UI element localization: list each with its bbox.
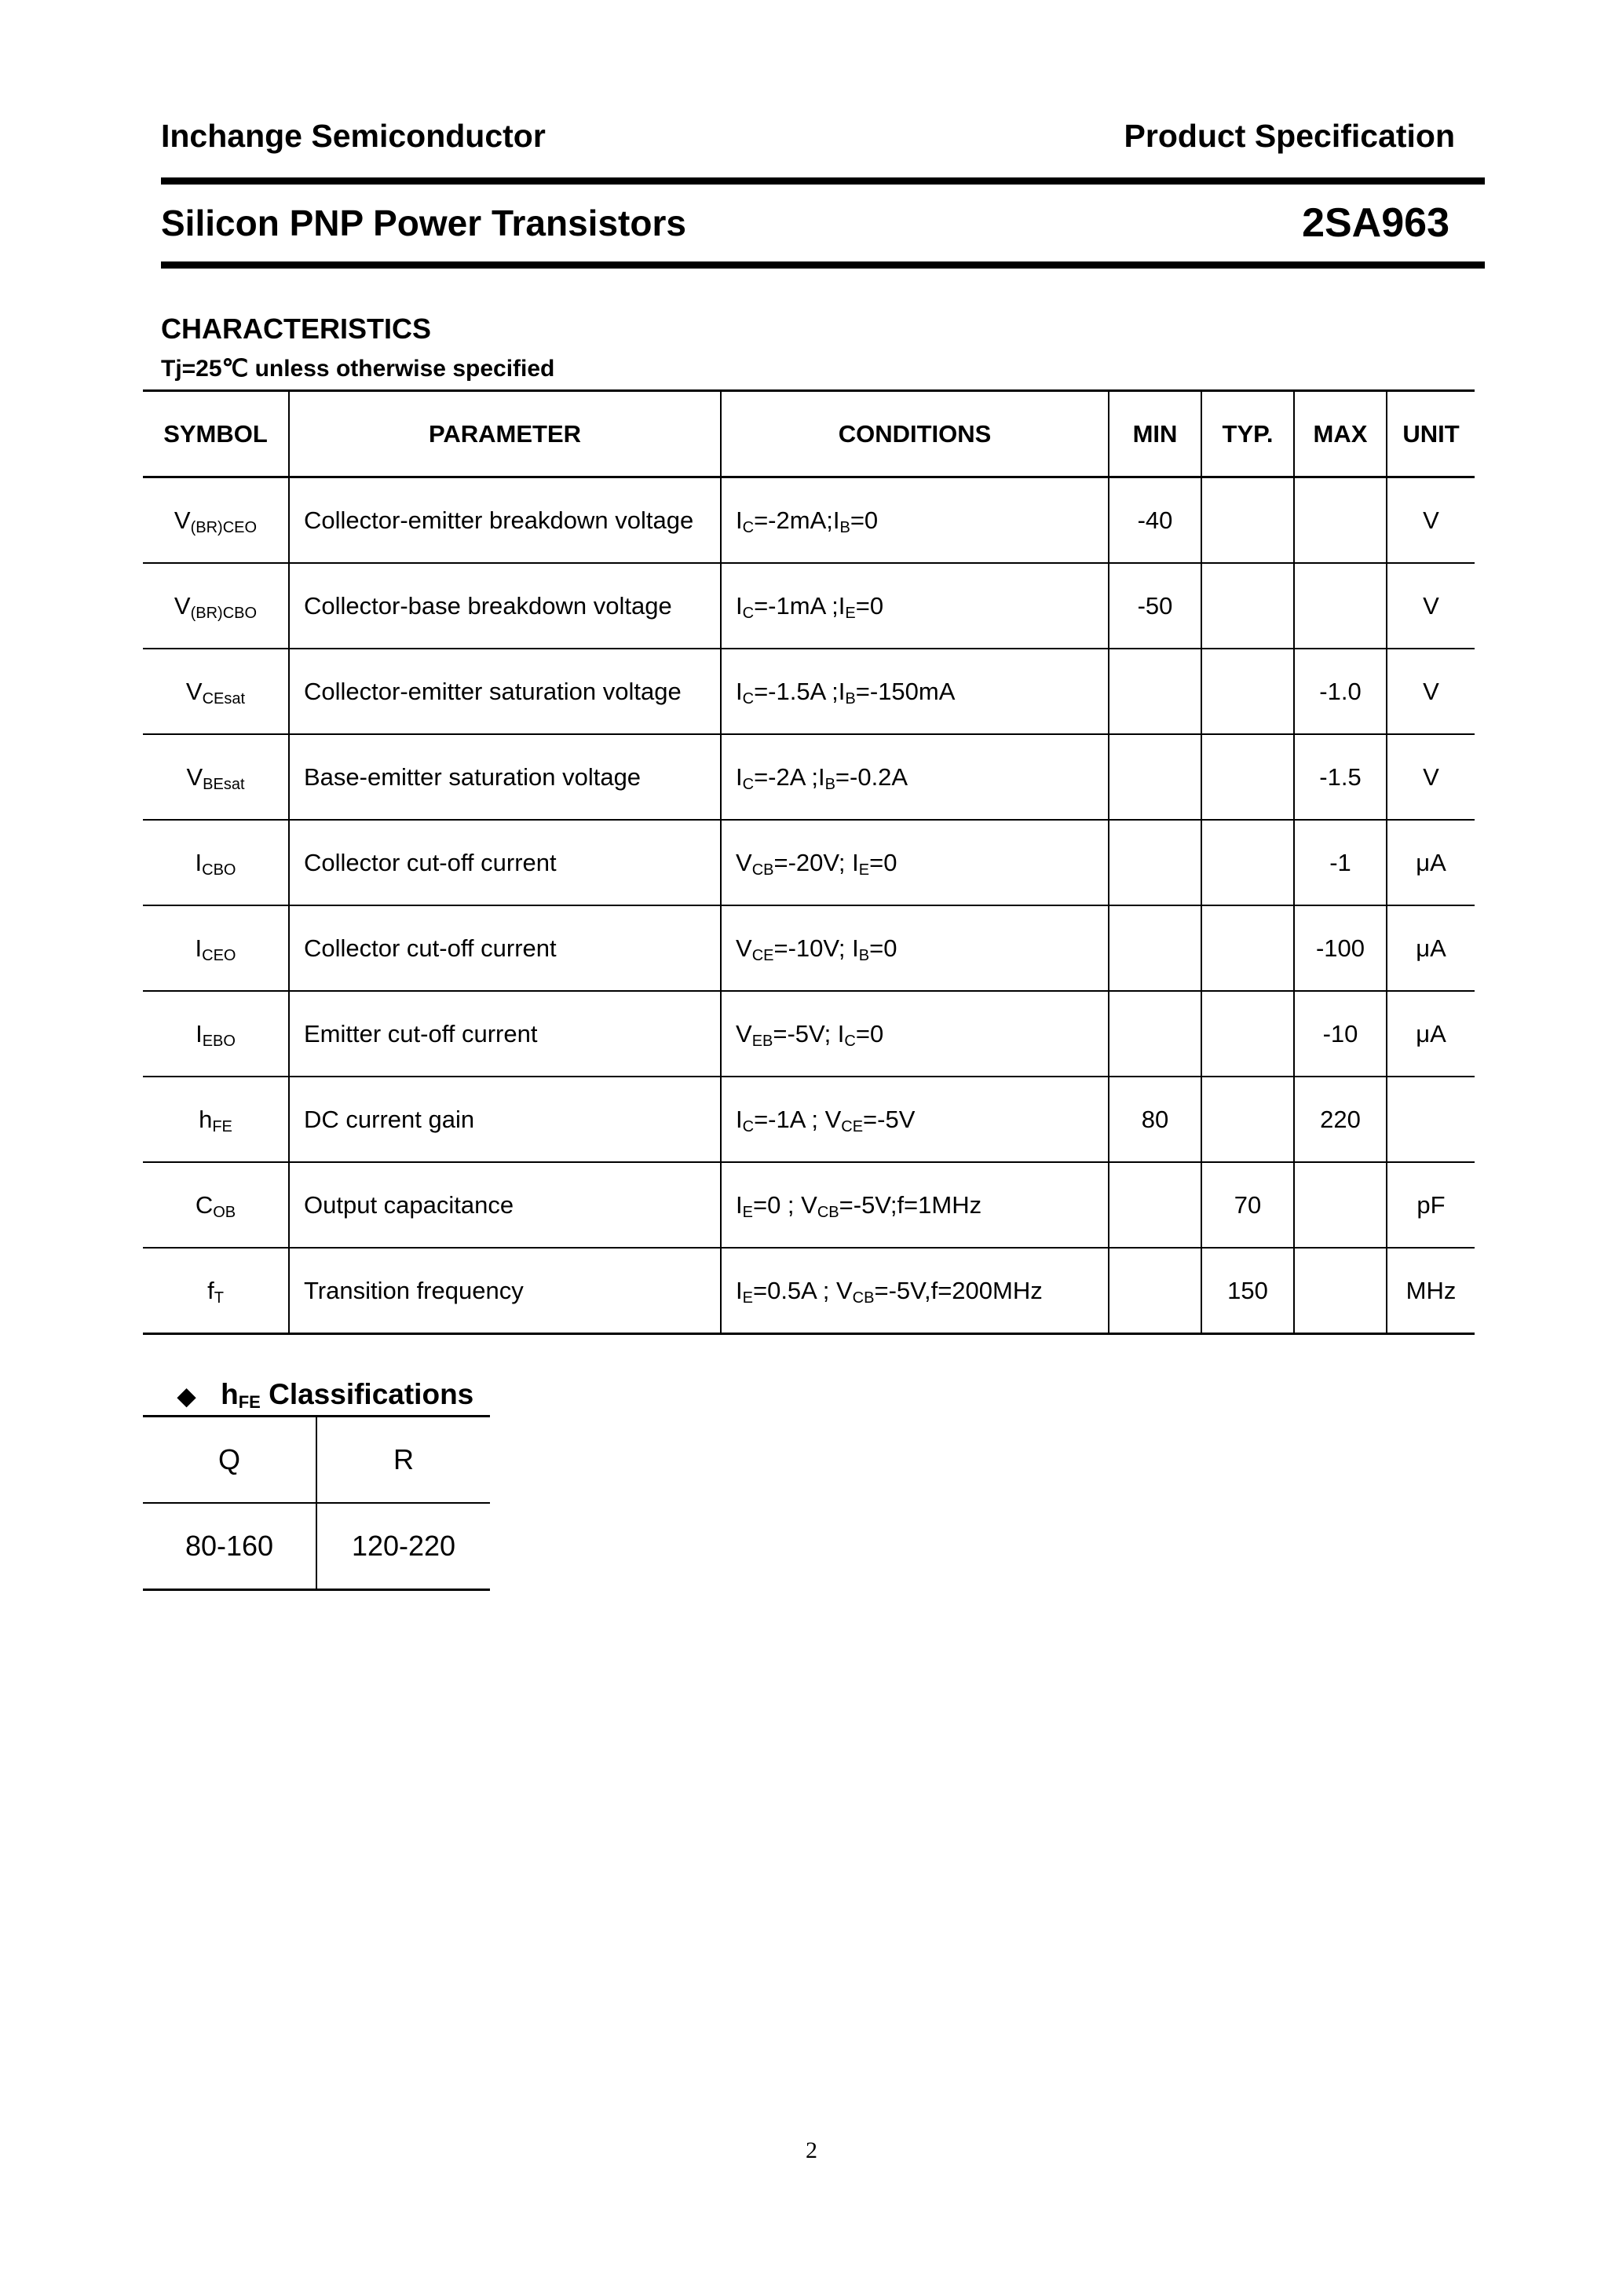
symbol-subscript: T xyxy=(214,1289,224,1307)
condition-variable: I xyxy=(837,1019,845,1047)
unit-cell: V xyxy=(1387,477,1475,564)
condition-subscript: C xyxy=(742,518,755,536)
min-cell xyxy=(1109,649,1201,734)
document-type: Product Specification xyxy=(1124,118,1455,154)
condition-value: =0 ; xyxy=(752,1190,802,1219)
condition-variable: I xyxy=(736,1105,743,1133)
symbol-main: V xyxy=(186,762,203,791)
parameter-cell: Transition frequency xyxy=(289,1248,721,1334)
table-row xyxy=(143,991,1475,1077)
col-header-symbol: SYMBOL xyxy=(143,391,289,477)
condition-subscript: B xyxy=(839,518,850,536)
condition-subscript: C xyxy=(844,1032,856,1050)
symbol-subscript: OB xyxy=(213,1203,236,1221)
condition-value: =-1mA ; xyxy=(754,591,839,620)
condition-subscript: B xyxy=(858,946,870,964)
condition-variable: I xyxy=(736,677,743,705)
symbol-main: f xyxy=(207,1276,214,1304)
symbol-main: I xyxy=(196,1019,203,1047)
symbol-subscript: BEsat xyxy=(203,775,245,793)
condition-variable: V xyxy=(835,1276,853,1304)
symbol-cell xyxy=(143,991,289,1077)
condition-value: =-2A ; xyxy=(754,762,818,791)
max-cell xyxy=(1294,563,1387,649)
table-row xyxy=(143,734,1475,820)
condition-subscript: E xyxy=(845,604,856,622)
condition-value: =-2mA; xyxy=(754,506,833,534)
conditions-cell xyxy=(721,1077,1109,1162)
hfe-classifications-title xyxy=(177,1378,474,1412)
hfe-title-main: h xyxy=(221,1378,239,1410)
conditions-cell xyxy=(721,1248,1109,1334)
condition-variable: V xyxy=(801,1190,817,1219)
table-row xyxy=(143,1503,490,1590)
symbol-cell xyxy=(143,1162,289,1248)
condition-subscript: E xyxy=(742,1203,753,1221)
typ-cell xyxy=(1201,820,1294,905)
typ-cell xyxy=(1201,991,1294,1077)
condition-subscript: E xyxy=(742,1289,753,1307)
conditions-cell xyxy=(721,734,1109,820)
condition-subscript: C xyxy=(742,1117,755,1135)
typ-cell xyxy=(1201,905,1294,991)
min-cell xyxy=(1109,991,1201,1077)
symbol-cell xyxy=(143,563,289,649)
part-number: 2SA963 xyxy=(1302,200,1449,246)
typ-cell xyxy=(1201,1077,1294,1162)
condition-value: =0 xyxy=(855,1019,884,1047)
typ-cell xyxy=(1201,563,1294,649)
typ-cell xyxy=(1201,734,1294,820)
unit-cell: MHz xyxy=(1387,1248,1475,1334)
unit-cell: V xyxy=(1387,563,1475,649)
condition-value: =-0.2A xyxy=(835,762,908,791)
condition-variable: I xyxy=(736,506,743,534)
condition-value: =-150mA xyxy=(855,677,956,705)
min-cell xyxy=(1109,1248,1201,1334)
table-row xyxy=(143,1417,490,1504)
conditions-cell xyxy=(721,820,1109,905)
condition-variable: I xyxy=(736,591,743,620)
symbol-cell xyxy=(143,477,289,564)
table-row xyxy=(143,905,1475,991)
max-cell: -1 xyxy=(1294,820,1387,905)
col-header-unit: UNIT xyxy=(1387,391,1475,477)
condition-value: =0 xyxy=(869,848,897,876)
unit-cell xyxy=(1387,1077,1475,1162)
symbol-subscript: EBO xyxy=(202,1032,236,1050)
condition-value: =-5V,f=200MHz xyxy=(874,1276,1043,1304)
page-number: 2 xyxy=(806,2137,817,2163)
condition-value: =-1A ; xyxy=(754,1105,825,1133)
condition-subscript: E xyxy=(858,861,870,879)
symbol-subscript: CEO xyxy=(202,946,236,964)
symbol-main: V xyxy=(174,591,191,620)
condition-variable: V xyxy=(824,1105,842,1133)
typ-cell: 70 xyxy=(1201,1162,1294,1248)
condition-value: =-5V;f=1MHz xyxy=(839,1190,982,1219)
product-line-title: Silicon PNP Power Transistors xyxy=(161,203,686,243)
symbol-main: h xyxy=(199,1105,213,1133)
condition-subscript: B xyxy=(824,775,835,793)
typ-cell xyxy=(1201,649,1294,734)
parameter-cell: Collector-base breakdown voltage xyxy=(289,563,721,649)
parameter-cell: DC current gain xyxy=(289,1077,721,1162)
condition-variable: I xyxy=(832,506,840,534)
condition-variable: I xyxy=(736,1276,743,1304)
max-cell: 220 xyxy=(1294,1077,1387,1162)
condition-subscript: C xyxy=(742,604,755,622)
symbol-main: C xyxy=(195,1190,214,1219)
symbol-subscript: CEsat xyxy=(202,689,246,707)
condition-subscript: CE xyxy=(841,1117,864,1135)
max-cell: -10 xyxy=(1294,991,1387,1077)
header-rule-top xyxy=(161,177,1485,185)
unit-cell: V xyxy=(1387,649,1475,734)
hfe-range-r: 120-220 xyxy=(316,1503,490,1590)
condition-value: =0 xyxy=(869,934,897,962)
symbol-subscript: (BR)CBO xyxy=(190,604,258,622)
min-cell xyxy=(1109,734,1201,820)
condition-value: =0 xyxy=(850,506,879,534)
conditions-cell xyxy=(721,563,1109,649)
symbol-subscript: (BR)CEO xyxy=(190,518,258,536)
max-cell: -1.5 xyxy=(1294,734,1387,820)
condition-value: =-5V; xyxy=(773,1019,838,1047)
characteristics-table xyxy=(143,389,1475,1335)
conditions-cell xyxy=(721,477,1109,564)
table-row xyxy=(143,477,1475,564)
symbol-subscript: FE xyxy=(212,1117,232,1135)
condition-subscript: C xyxy=(742,775,755,793)
min-cell: -40 xyxy=(1109,477,1201,564)
col-header-conditions: CONDITIONS xyxy=(721,391,1109,477)
col-header-max: MAX xyxy=(1294,391,1387,477)
col-header-parameter: PARAMETER xyxy=(289,391,721,477)
max-cell xyxy=(1294,1248,1387,1334)
unit-cell: V xyxy=(1387,734,1475,820)
company-name: Inchange Semiconductor xyxy=(161,118,546,154)
table-row xyxy=(143,820,1475,905)
hfe-classification-table xyxy=(143,1415,490,1591)
parameter-cell: Collector cut-off current xyxy=(289,820,721,905)
table-row xyxy=(143,1162,1475,1248)
typ-cell xyxy=(1201,477,1294,564)
parameter-cell: Collector-emitter saturation voltage xyxy=(289,649,721,734)
hfe-title-sub: FE xyxy=(238,1392,261,1412)
header-rule-bottom xyxy=(161,261,1485,269)
condition-value: =-5V xyxy=(863,1105,916,1133)
conditions-cell xyxy=(721,991,1109,1077)
symbol-subscript: CBO xyxy=(202,861,236,879)
diamond-bullet-icon: ◆ xyxy=(177,1384,196,1409)
hfe-title-rest: Classifications xyxy=(260,1378,474,1410)
min-cell xyxy=(1109,1162,1201,1248)
condition-value: =-10V; xyxy=(773,934,853,962)
hfe-rank-r: R xyxy=(316,1417,490,1504)
condition-variable: I xyxy=(838,677,846,705)
unit-cell: μA xyxy=(1387,820,1475,905)
table-header-row xyxy=(143,391,1475,477)
table-row xyxy=(143,1077,1475,1162)
parameter-cell: Output capacitance xyxy=(289,1162,721,1248)
symbol-main: V xyxy=(185,677,203,705)
unit-cell: μA xyxy=(1387,991,1475,1077)
condition-variable: V xyxy=(736,848,752,876)
condition-value: =0.5A ; xyxy=(752,1276,836,1304)
min-cell: -50 xyxy=(1109,563,1201,649)
symbol-cell xyxy=(143,734,289,820)
min-cell xyxy=(1109,820,1201,905)
max-cell: -1.0 xyxy=(1294,649,1387,734)
conditions-cell xyxy=(721,649,1109,734)
typ-cell: 150 xyxy=(1201,1248,1294,1334)
symbol-cell xyxy=(143,905,289,991)
conditions-cell xyxy=(721,1162,1109,1248)
condition-note: Tj=25℃ unless otherwise specified xyxy=(161,356,555,382)
symbol-main: I xyxy=(195,934,203,962)
condition-variable: V xyxy=(736,934,752,962)
col-header-min: MIN xyxy=(1109,391,1201,477)
condition-variable: I xyxy=(852,848,859,876)
conditions-cell xyxy=(721,905,1109,991)
symbol-main: V xyxy=(174,506,191,534)
symbol-main: I xyxy=(195,848,203,876)
condition-variable: I xyxy=(736,762,743,791)
condition-subscript: B xyxy=(845,689,856,707)
hfe-range-q: 80-160 xyxy=(143,1503,316,1590)
condition-subscript: CB xyxy=(751,861,774,879)
symbol-cell xyxy=(143,820,289,905)
hfe-rank-q: Q xyxy=(143,1417,316,1504)
condition-value: =-1.5A ; xyxy=(754,677,839,705)
condition-subscript: CB xyxy=(852,1289,875,1307)
condition-variable: I xyxy=(736,1190,743,1219)
condition-variable: I xyxy=(817,762,825,791)
parameter-cell: Emitter cut-off current xyxy=(289,991,721,1077)
table-row xyxy=(143,1248,1475,1334)
unit-cell: μA xyxy=(1387,905,1475,991)
condition-variable: I xyxy=(838,591,846,620)
symbol-cell xyxy=(143,1248,289,1334)
section-title: CHARACTERISTICS xyxy=(161,313,432,345)
condition-subscript: CE xyxy=(751,946,774,964)
condition-variable: I xyxy=(852,934,859,962)
min-cell xyxy=(1109,905,1201,991)
condition-subscript: EB xyxy=(751,1032,773,1050)
table-row xyxy=(143,649,1475,734)
condition-subscript: CB xyxy=(817,1203,839,1221)
parameter-cell: Base-emitter saturation voltage xyxy=(289,734,721,820)
table-row xyxy=(143,563,1475,649)
parameter-cell: Collector-emitter breakdown voltage xyxy=(289,477,721,564)
condition-variable: V xyxy=(736,1019,752,1047)
max-cell xyxy=(1294,1162,1387,1248)
condition-value: =0 xyxy=(855,591,884,620)
parameter-cell: Collector cut-off current xyxy=(289,905,721,991)
condition-subscript: C xyxy=(742,689,755,707)
condition-value: =-20V; xyxy=(773,848,853,876)
min-cell: 80 xyxy=(1109,1077,1201,1162)
max-cell: -100 xyxy=(1294,905,1387,991)
symbol-cell xyxy=(143,1077,289,1162)
symbol-cell xyxy=(143,649,289,734)
unit-cell: pF xyxy=(1387,1162,1475,1248)
col-header-typ: TYP. xyxy=(1201,391,1294,477)
max-cell xyxy=(1294,477,1387,564)
